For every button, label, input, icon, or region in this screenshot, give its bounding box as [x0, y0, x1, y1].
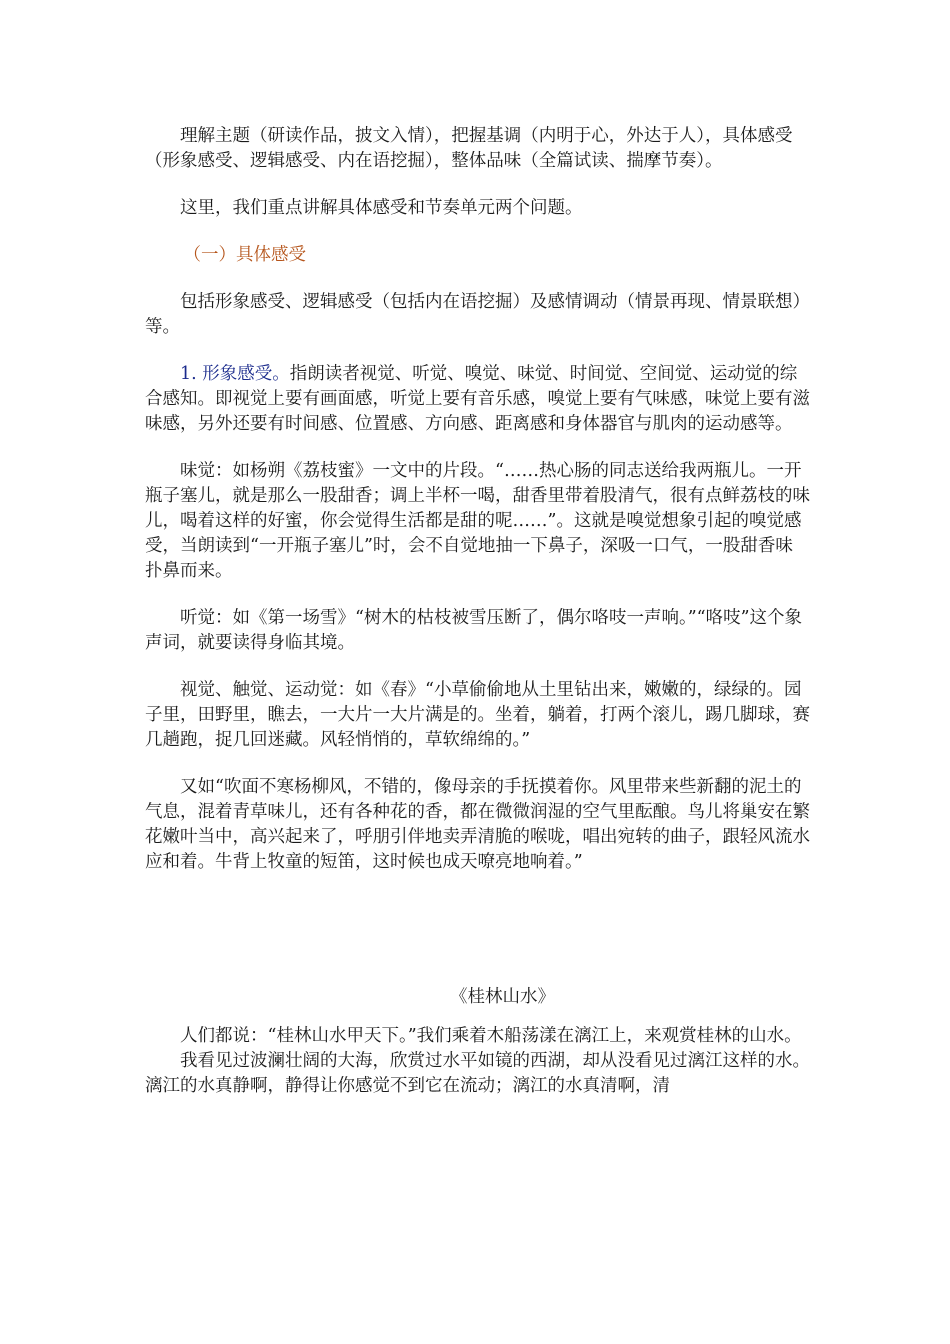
paragraph-sight-touch: 视觉、触觉、运动觉：如《春》“小草偷偷地从土里钻出来，嫩嫩的，绿绿的。园子里，田野里，瞧去，一大片一大片满是的。坐着，躺着，打两个滚儿，踢几脚球，赛几趟跑，捉几回迷藏。风轻悄悄的，草软绵绵的。”	[145, 680, 810, 750]
paragraph-guilin-water: 我看见过波澜壮阔的大海，欣赏过水平如镜的西湖，却从没看见过漓江这样的水。漓江的水真静啊，静得让你感觉不到它在流动；漓江的水真清啊，清	[145, 1051, 810, 1096]
term-image-feeling: 1. 形象感受。	[180, 364, 290, 384]
paragraph-includes: 包括形象感受、逻辑感受（包括内在语挖掘）及感情调动（情景再现、情景联想）等。	[145, 292, 810, 337]
article-title: 《桂林山水》	[450, 987, 555, 1007]
paragraph-image-feeling-text: 指朗读者视觉、听觉、嗅觉、味觉、时间觉、空间觉、运动觉的综合感知。即视觉上要有画面感，听觉上要有音乐感，嗅觉上要有气味感，味觉上要有滋味感，另外还要有时间感、位置感、方向感、距离感和身体器官与肌肉的运动感等。	[145, 364, 810, 434]
paragraph-image-feeling	[145, 362, 810, 437]
section-heading-concrete-feeling: （一）具体感受	[183, 245, 306, 265]
paragraph-overview: 理解主题（研读作品，披文入情），把握基调（内明于心，外达于人），具体感受（形象感受、逻辑感受、内在语挖掘），整体品味（全篇试读、揣摩节奏）。	[145, 126, 793, 171]
paragraph-guilin-intro: 人们都说：“桂林山水甲天下。”我们乘着木船荡漾在漓江上，来观赏桂林的山水。	[180, 1026, 802, 1046]
paragraph-hearing: 听觉：如《第一场雪》“树木的枯枝被雪压断了，偶尔咯吱一声响。”“咯吱”这个象声词，就要读得身临其境。	[145, 608, 803, 653]
paragraph-spring-wind: 又如“吹面不寒杨柳风，不错的，像母亲的手抚摸着你。风里带来些新翻的泥土的气息，混着青草味儿，还有各种花的香，都在微微润湿的空气里酝酿。鸟儿将巢安在繁花嫩叶当中，高兴起来了，呼朋引伴地卖弄清脆的喉咙，唱出宛转的曲子，跟轻风流水应和着。牛背上牧童的短笛，这时候也成天嘹亮地响着。”	[145, 777, 810, 872]
document-page	[145, 124, 810, 1099]
paragraph-taste: 味觉：如杨朔《荔枝蜜》一文中的片段。“……热心肠的同志送给我两瓶儿。一开瓶子塞儿，就是那么一股甜香；调上半杯一喝，甜香里带着股清气，很有点鲜荔枝的味儿，喝着这样的好蜜，你会觉得生活都是甜的呢……”。这就是嗅觉想象引起的嗅觉感受，当朗读到“一开瓶子塞儿”时，会不自觉地抽一下鼻子，深吸一口气，一股甜香味扑鼻而来。	[145, 461, 810, 581]
paragraph-focus: 这里，我们重点讲解具体感受和节奏单元两个问题。	[180, 198, 583, 218]
